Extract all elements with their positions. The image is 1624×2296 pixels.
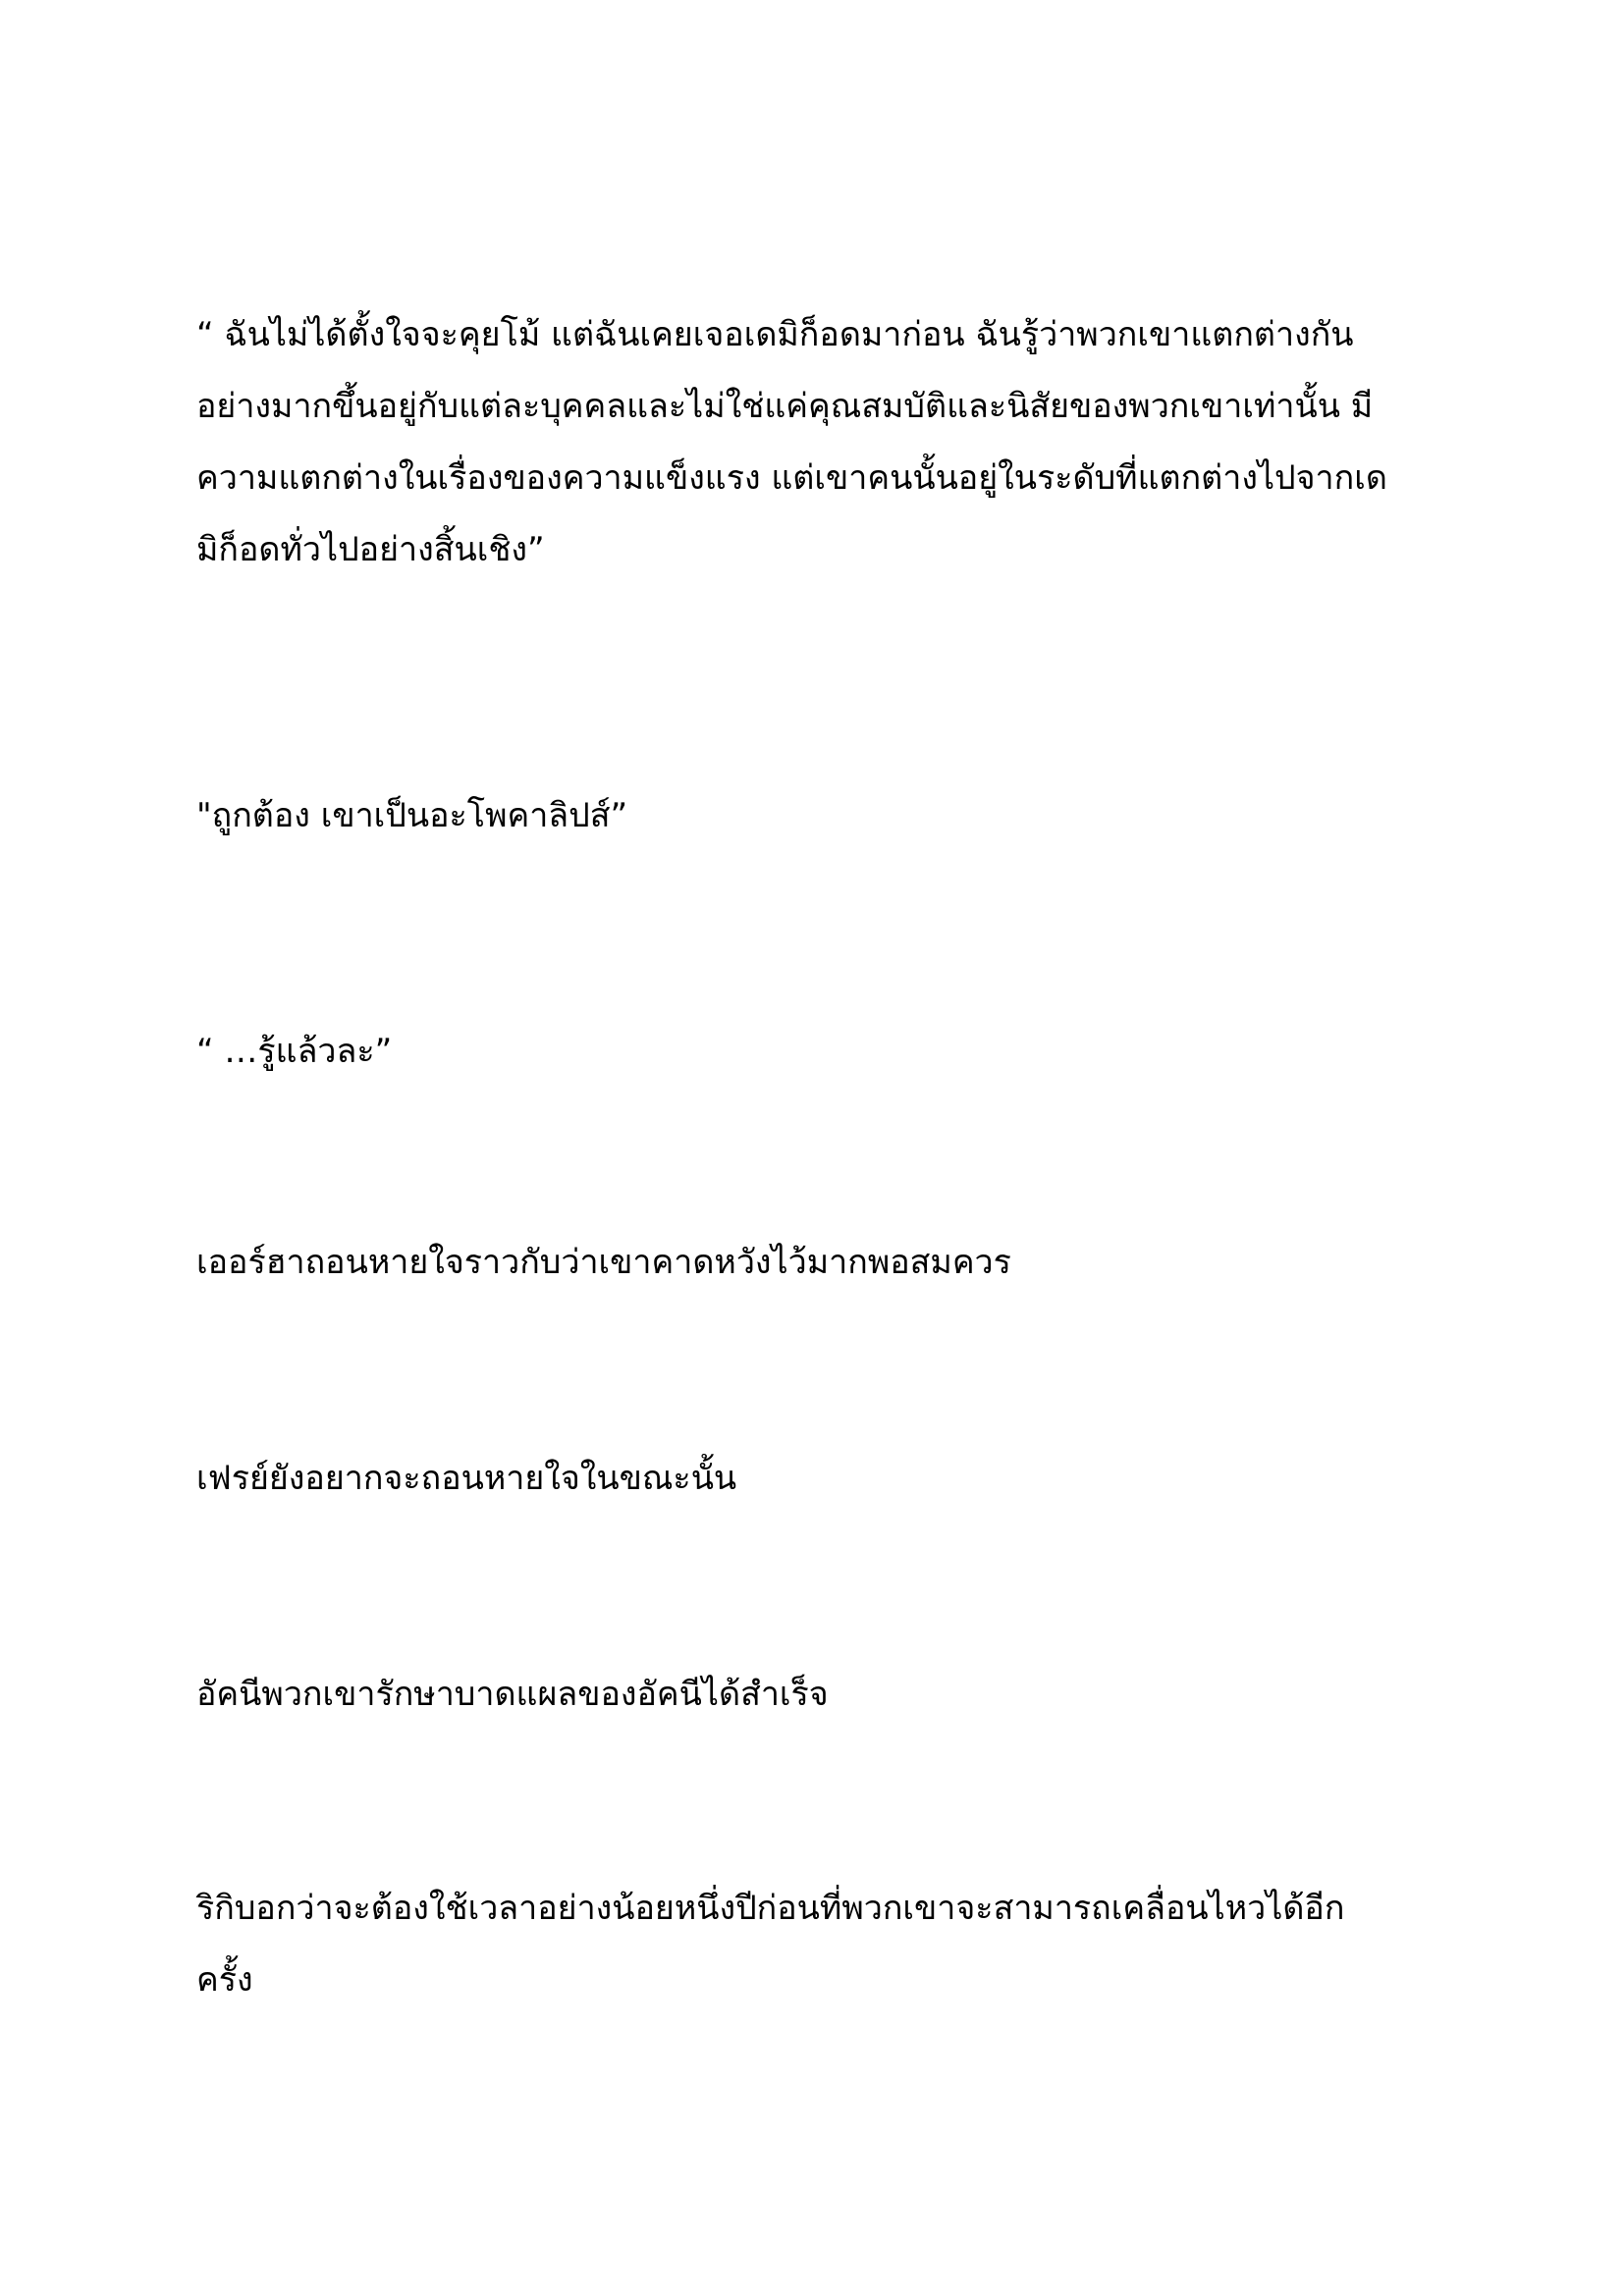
text-line: เออร์ฮาถอนหายใจราวกับว่าเขาคาดหวังไว้มากพอสมควร — [196, 1243, 1011, 1282]
paragraph-dialogue-demigod — [196, 299, 1434, 586]
text-line: ความแตกต่างในเรื่องของความแข็งแรง แต่เขาคนนั้นอยู่ในระดับที่แตกต่างไปจากเด — [196, 458, 1387, 498]
text-line: “ …รู้แล้วละ” — [196, 1032, 393, 1071]
paragraph-riki-recovery — [196, 1873, 1434, 2016]
paragraph-agni-healed — [196, 1659, 1434, 1731]
text-line: อย่างมากขึ้นอยู่กับแต่ละบุคคลและไม่ใช่แค่คุณสมบัติและนิสัยของพวกเขาเท่านั้น มี — [196, 387, 1374, 426]
text-line: ครั้ง — [196, 1960, 253, 2000]
text-line: “ ฉันไม่ได้ตั้งใจจะคุยโม้ แต่ฉันเคยเจอเดมิก็อดมาก่อน ฉันรู้ว่าพวกเขาแตกต่างกัน — [196, 315, 1354, 354]
text-line: เฟรย์ยังอยากจะถอนหายใจในขณะนั้น — [196, 1459, 737, 1498]
paragraph-erha-sigh — [196, 1227, 1434, 1299]
paragraph-dialogue-understood — [196, 1016, 1434, 1088]
paragraph-dialogue-apocalypse — [196, 780, 1434, 852]
paragraph-frey-sigh — [196, 1443, 1434, 1515]
text-line: อัคนีพวกเขารักษาบาดแผลของอัคนีได้สำเร็จ — [196, 1675, 829, 1714]
text-line: ริกิบอกว่าจะต้องใช้เวลาอย่างน้อยหนึ่งปีก่อนที่พวกเขาจะสามารถเคลื่อนไหวได้อีก — [196, 1889, 1345, 1928]
text-line: "ถูกต้อง เขาเป็นอะโพคาลิปส์” — [196, 796, 628, 835]
text-line: มิก็อดทั่วไปอย่างสิ้นเชิง” — [196, 530, 545, 569]
